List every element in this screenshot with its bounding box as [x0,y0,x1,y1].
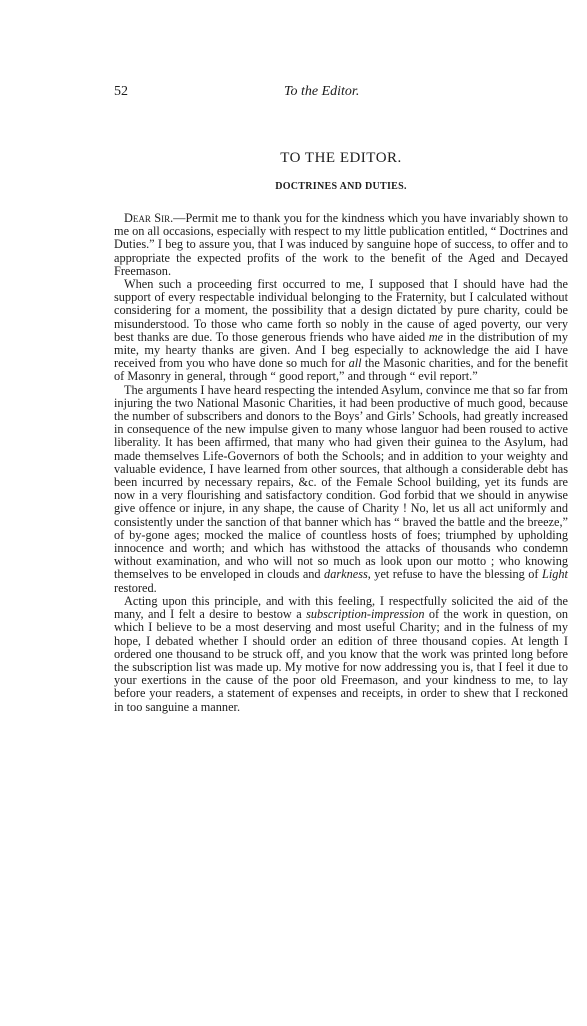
paragraph-text: Acting upon this principle, and with this feeling, I respectfully solicited the aid of the many, and I felt a desire to bestow a [114,593,568,622]
paragraph-text: in the distribution of my mite, my hearty thanks are given. And I beg especially to acknowledge the aid I have received from you who have done so much for [114,329,568,371]
emphasis-text: Light [542,567,568,582]
emphasis-text: darkness [324,567,368,582]
salutation: Dear Sir. [124,211,174,225]
emphasis-text: all [348,356,362,371]
paragraph-text: restored. [114,580,157,595]
emphasis-text: subscription-impression [306,607,425,622]
paragraph-4 [114,595,568,714]
paragraph-3 [114,384,568,595]
paragraph-text: the Masonic charities, and for the benefit of Masonry in general, through “ good report,” and through “ evil report.” [114,356,569,384]
paragraph-2 [114,278,568,384]
page-number: 52 [114,84,128,99]
paragraph-text: —Permit me to thank you for the kindness which you have invariably shown to me on all occasions, especially with respect to my little publication entitled, “ Doctrines and Duties.” I beg to assure you, that I was induced by sanguine hope of success, to offer and to appropriate the expected profits of the work to the benefit of the Aged and Decayed Freemason. [114,211,569,278]
paragraph-text: The arguments I have heard respecting the intended Asylum, convince me that so far from injuring the two National Masonic Charities, it had been productive of much good, because the number of subscribers and donors to the Boys’ and Girls’ Schools, had greatly increased in consequence of the new impulse given to many whose languor had been roused to active liberality. It has been affirmed, that many who had given their guinea to the Asylum, had made themselves Life-Governors of both the Schools; and in addition to your weighty and valuable evidence, I have learned from other sources, that although a considerable debt has been incurred by necessary repairs, &c. of the Female School building, yet its funds are now in a very flourishing and satisfactory condition. God forbid that we should in anywise give offence or injure, in any shape, the cause of Charity ! No, let us all act uniformly and consistently under the sanction of that banner which has “ braved the battle and the breeze,” of by-gone ages; mocked the malice of countless hosts of foes; triumphed by upholding innocence and worth; and which has withstood the attacks of thousands who condemn without examination, and who will not so much as look upon our motto ; who knowing themselves to be enveloped in clouds and [114,382,568,582]
paragraph-1 [114,212,568,278]
paragraph-text: When such a proceeding first occurred to me, I supposed that I should have had the support of every respectable individual belonging to the Fraternity, but I calculated without considering for a moment, the possibility that a design dictated by pure charity, could be misunderstood. To those who came forth so nobly in the cause of aged poverty, our very best thanks are due. To those generous friends who have aided [114,277,568,344]
paragraph-text: , yet refuse to have the blessing of [367,567,542,582]
article-body [114,212,568,714]
article-subtitle: DOCTRINES AND DUTIES. [275,181,407,192]
running-title: To the Editor. [284,84,360,99]
paragraph-text: of the work in question, on which I believe to be a most deserving and most useful Charity; and in the fulness of my hope, I debated whether I should order an edition of three thousand copies. At length I ordered one thousand to be struck off, and you know that the work was printed long before the subscription list was made up. My motive for now addressing you is, that I feel it due to your exertions in the cause of the poor old Freemason, and your kindness to me, to lay before your readers, a statement of expenses and receipts, in order to shew that I reckoned in too sanguine a manner. [114,607,568,714]
running-head [114,84,568,104]
emphasis-text: me [428,329,444,344]
article-title: TO THE EDITOR. [280,150,402,166]
